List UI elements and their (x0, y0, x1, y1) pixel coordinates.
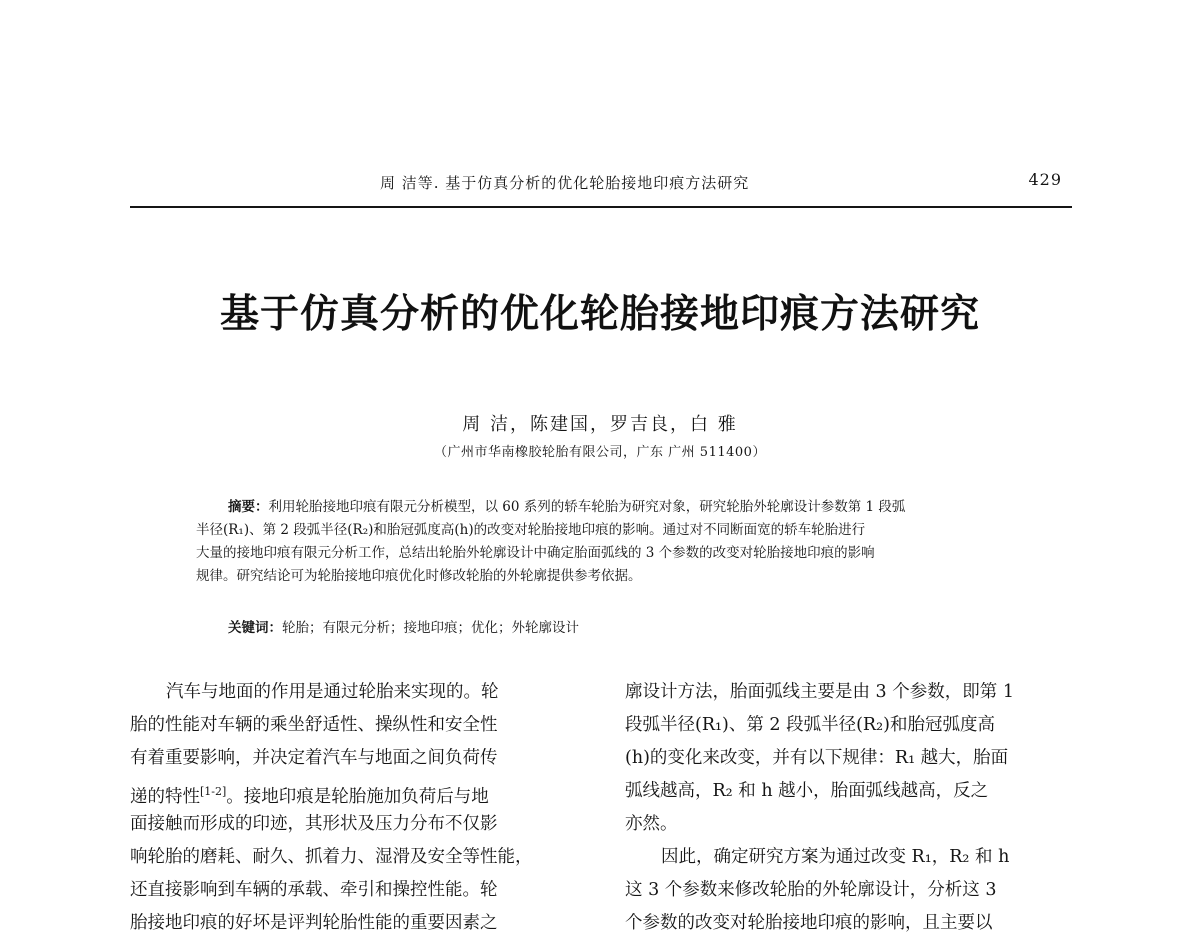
body-line: 段弧半径(R₁)、第 2 段弧半径(R₂)和胎冠弧度高 (625, 715, 995, 735)
body-line: 弧线越高，R₂ 和 h 越小，胎面弧线越高，反之 (625, 781, 989, 801)
body-line: 廓设计方法，胎面弧线主要是由 3 个参数，即第 1 (625, 682, 1014, 702)
abstract-label: 摘要： (228, 499, 269, 515)
abstract-line: 规律。研究结论可为轮胎接地印痕优化时修改轮胎的外轮廓提供参考依据。 (196, 568, 642, 584)
abstract-line: 半径(R₁)、第 2 段弧半径(R₂)和胎冠弧度高(h)的改变对轮胎接地印痕的影响。通过对不同断面宽的轿车轮胎进行 (196, 522, 866, 538)
body-line: (h)的变化来改变，并有以下规律：R₁ 越大，胎面 (625, 748, 1009, 768)
body-line: 有着重要影响，并决定着汽车与地面之间负荷传 (130, 748, 498, 768)
body-line: 这 3 个参数来修改轮胎的外轮廓设计，分析这 3 (625, 880, 997, 900)
page-number: 429 (1028, 170, 1062, 189)
body-line: 亦然。 (625, 814, 678, 834)
body-line: 响轮胎的磨耗、耐久、抓着力、湿滑及安全等性能， (130, 847, 533, 867)
body-line: 汽车与地面的作用是通过轮胎来实现的。轮 (166, 682, 499, 702)
paper-title: 基于仿真分析的优化轮胎接地印痕方法研究 (219, 292, 980, 337)
body-line: 胎的性能对车辆的乘坐舒适性、操纵性和安全性 (130, 715, 498, 735)
body-column-right (625, 676, 1077, 940)
body-line: 递的特性[1-2]。接地印痕是轮胎施加负荷后与地 (130, 785, 489, 807)
keywords-label: 关键词： (228, 620, 282, 636)
body-line: 个参数的改变对轮胎接地印痕的影响，且主要以 (625, 913, 993, 933)
citation-ref: [1-2] (200, 785, 227, 798)
keywords-text: 轮胎；有限元分析；接地印痕；优化；外轮廓设计 (282, 620, 579, 636)
abstract-line: 摘要：利用轮胎接地印痕有限元分析模型，以 60 系列的轿车轮胎为研究对象，研究轮胎外轮廓设计参数第 1 段弧 (228, 499, 906, 515)
body-line: 因此，确定研究方案为通过改变 R₁，R₂ 和 h (661, 847, 1010, 867)
header-rule (130, 206, 1072, 208)
running-title: 周 洁等. 基于仿真分析的优化轮胎接地印痕方法研究 (380, 174, 750, 192)
abstract (196, 496, 1028, 588)
body-line: 面接触而形成的印迹，其形状及压力分布不仅影 (130, 814, 498, 834)
abstract-line: 大量的接地印痕有限元分析工作，总结出轮胎外轮廓设计中确定胎面弧线的 3 个参数的改变对轮胎接地印痕的影响 (196, 545, 875, 561)
affiliation: （广州市华南橡胶轮胎有限公司，广东 广州 511400） (434, 445, 766, 460)
body-line: 还直接影响到车辆的承载、牵引和操控性能。轮 (130, 880, 498, 900)
running-header (130, 170, 1072, 194)
body-column-left (130, 676, 582, 940)
body-line: 胎接地印痕的好坏是评判轮胎性能的重要因素之 (130, 913, 498, 933)
keywords (228, 617, 1028, 640)
author-list: 周 洁，陈建国，罗吉良，白 雅 (462, 414, 738, 435)
